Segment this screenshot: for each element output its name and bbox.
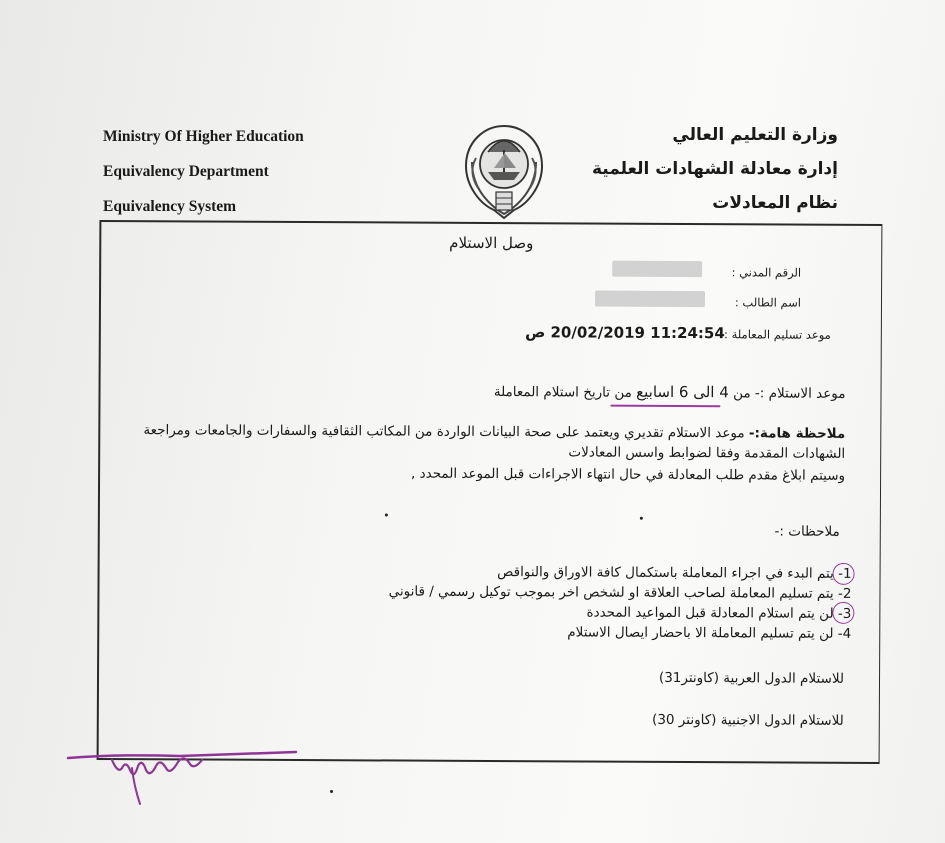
civil-id-label: الرقم المدني : (731, 265, 802, 280)
pen-underline (610, 405, 720, 408)
system-name-en: Equivalency System (103, 198, 237, 215)
important-note-text1: موعد الاستلام تقديري ويعتمد على صحة البيانات الواردة من المكاتب الثقافية والسفارات والجامعات ومراجعة (143, 422, 745, 442)
submission-date-label: موعد تسليم المعاملة : (724, 327, 831, 342)
important-note-line3: وسيتم ابلاغ مقدم طلب المعادلة في حال انتهاء الاجراءات قبل الموعد المحدد , (410, 465, 846, 484)
speck (330, 790, 333, 793)
department-name-en: Equivalency Department (103, 163, 269, 180)
receipt-frame (97, 220, 883, 764)
system-name-ar: نظام المعادلات (712, 193, 838, 213)
important-note-line2: الشهادات المقدمة وفقا لضوابط واسس المعادلات (568, 444, 846, 462)
receipt-date-range: 4 الى 6 اسابيع (636, 382, 729, 402)
receipt-date-label: موعد الاستلام :- من (733, 385, 846, 402)
handwritten-signature (60, 740, 300, 820)
receipt-date-suffix: من تاريخ استلام المعاملة (493, 384, 632, 401)
receipt-title: وصل الاستلام (449, 233, 534, 253)
speck (640, 517, 643, 520)
foreign-countries-counter: للاستلام الدول الاجنبية (كاونتر 30) (652, 711, 844, 729)
civil-id-redacted (612, 261, 702, 277)
arabic-header (592, 122, 838, 224)
ministry-name-en: Ministry Of Higher Education (103, 128, 304, 145)
ministry-name-ar: وزارة التعليم العالي (672, 125, 838, 145)
speck (385, 513, 388, 516)
note-item-2: 2- يتم تسليم المعاملة لصاحب العلاقة او لشخص اخر بموجب توكيل رسمي / قانوني (388, 583, 852, 602)
department-name-ar: إدارة معادلة الشهادات العلمية (591, 159, 838, 179)
note-item-4: 4- لن يتم تسليم المعاملة الا باحضار ايصال الاستلام (567, 624, 852, 642)
kuwait-emblem-icon (458, 122, 550, 222)
pen-circle-1 (833, 563, 855, 585)
notes-title: ملاحظات :- (774, 523, 840, 540)
student-name-label: اسم الطالب : (734, 295, 802, 310)
pen-circle-3 (832, 602, 854, 624)
important-note-line1 (143, 422, 845, 442)
arab-countries-counter: للاستلام الدول العربية (كاونتر31) (658, 669, 845, 687)
student-name-redacted (595, 291, 705, 308)
note-item-1: 1- يتم البدء في اجراء المعاملة باستكمال كافة الاوراق والنواقص (497, 564, 852, 582)
english-header (103, 126, 304, 231)
receipt-date-line (494, 382, 846, 402)
submission-datetime: 11:24:54 20/02/2019 ص (525, 323, 725, 343)
note-item-3: 3- لن يتم استلام المعادلة قبل المواعيد المحددة (586, 604, 852, 622)
important-note-label: ملاحظة هامة:- (748, 425, 846, 442)
